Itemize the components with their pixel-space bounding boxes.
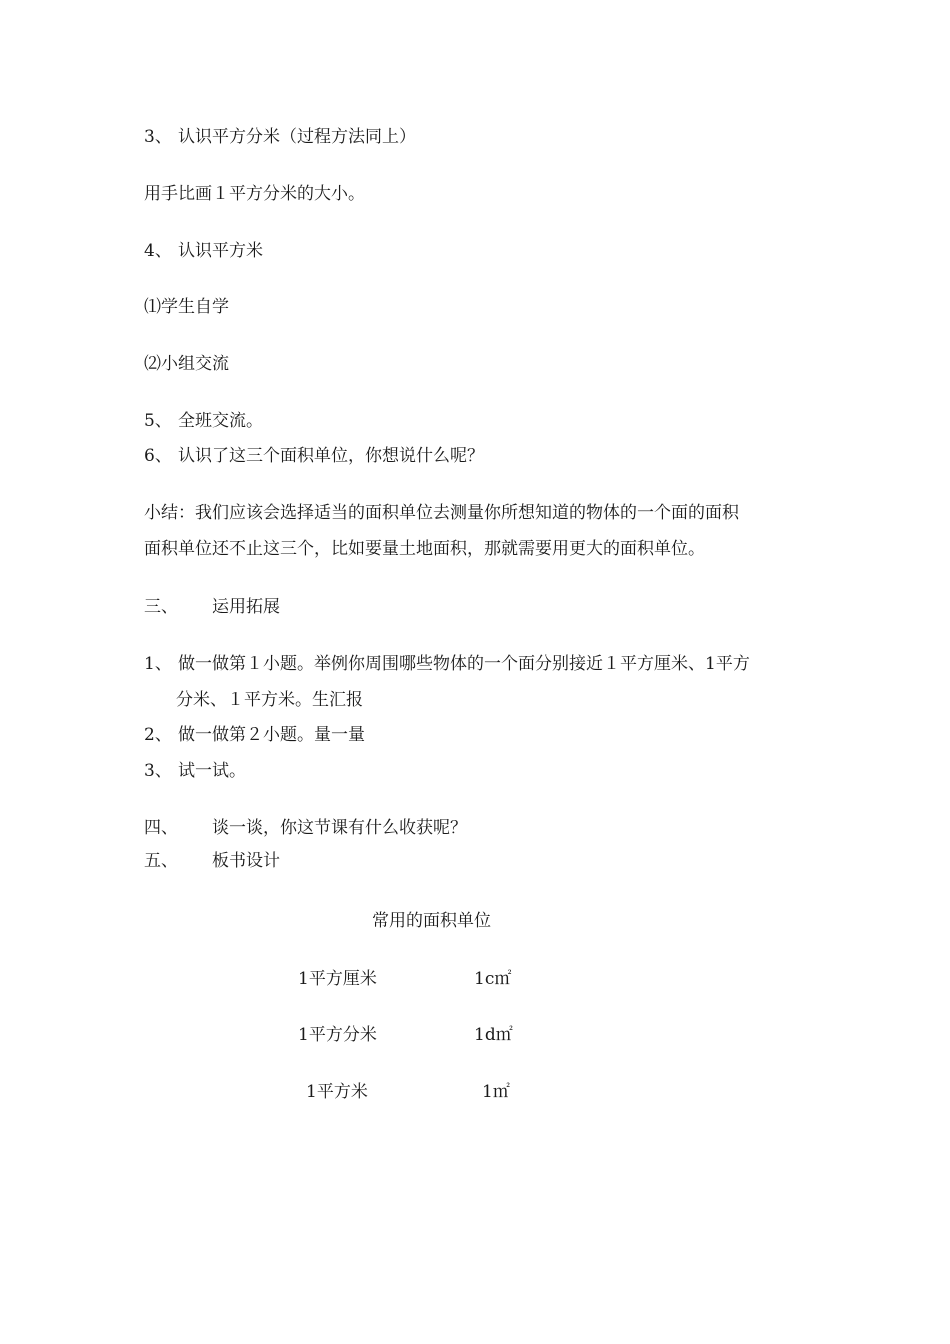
- section-title: 谈一谈，你这节课有什么收获呢？: [212, 818, 467, 838]
- list-item: [144, 760, 246, 782]
- item-text: 全班交流。: [178, 411, 263, 431]
- section-number: 五、: [144, 851, 178, 871]
- section-title: 运用拓展: [212, 597, 280, 617]
- board-title: 常用的面积单位: [372, 911, 491, 931]
- item-number: 6、: [144, 446, 172, 466]
- item-number: 1、: [144, 654, 172, 674]
- list-item-continuation: 分米、１平方米。生汇报: [176, 690, 363, 710]
- unit-name: 1平方分米: [298, 1025, 377, 1045]
- item-text: 认识平方米: [178, 241, 263, 261]
- item-number: 3、: [144, 127, 172, 147]
- list-item: [144, 126, 416, 148]
- item-text: 做一做第２小题。量一量: [178, 725, 365, 745]
- list-item: [144, 653, 750, 675]
- summary-line: 面积单位还不止这三个，比如要量土地面积，那就需要用更大的面积单位。: [144, 539, 705, 559]
- section-title: 板书设计: [212, 851, 280, 871]
- item-number: 2、: [144, 725, 172, 745]
- unit-symbol: 1c㎡: [474, 969, 512, 989]
- item-text: 试一试。: [178, 761, 246, 781]
- list-item: [144, 445, 484, 467]
- section-number: 三、: [144, 597, 178, 617]
- paragraph: 用手比画１平方分米的大小。: [144, 184, 365, 204]
- list-item: [144, 724, 365, 746]
- item-number: 5、: [144, 411, 172, 431]
- sub-item: ⑴学生自学: [144, 297, 229, 317]
- item-text: 做一做第１小题。举例你周围哪些物体的一个面分别接近１平方厘米、1平方: [178, 654, 750, 674]
- section-heading: [144, 596, 280, 618]
- unit-name: 1平方米: [306, 1082, 368, 1102]
- section-heading: [144, 850, 280, 872]
- sub-item: ⑵小组交流: [144, 354, 229, 374]
- summary-line: 小结：我们应该会选择适当的面积单位去测量你所想知道的物体的一个面的面积: [144, 503, 739, 523]
- item-text: 认识平方分米（过程方法同上）: [178, 127, 416, 147]
- list-item: [144, 240, 263, 262]
- section-heading: [144, 817, 467, 839]
- unit-symbol: 1d㎡: [474, 1025, 513, 1045]
- item-number: 3、: [144, 761, 172, 781]
- item-text: 认识了这三个面积单位，你想说什么呢？: [178, 446, 484, 466]
- list-item: [144, 410, 263, 432]
- item-number: 4、: [144, 241, 172, 261]
- unit-name: 1平方厘米: [298, 969, 377, 989]
- unit-symbol: 1㎡: [482, 1082, 510, 1102]
- section-number: 四、: [144, 818, 178, 838]
